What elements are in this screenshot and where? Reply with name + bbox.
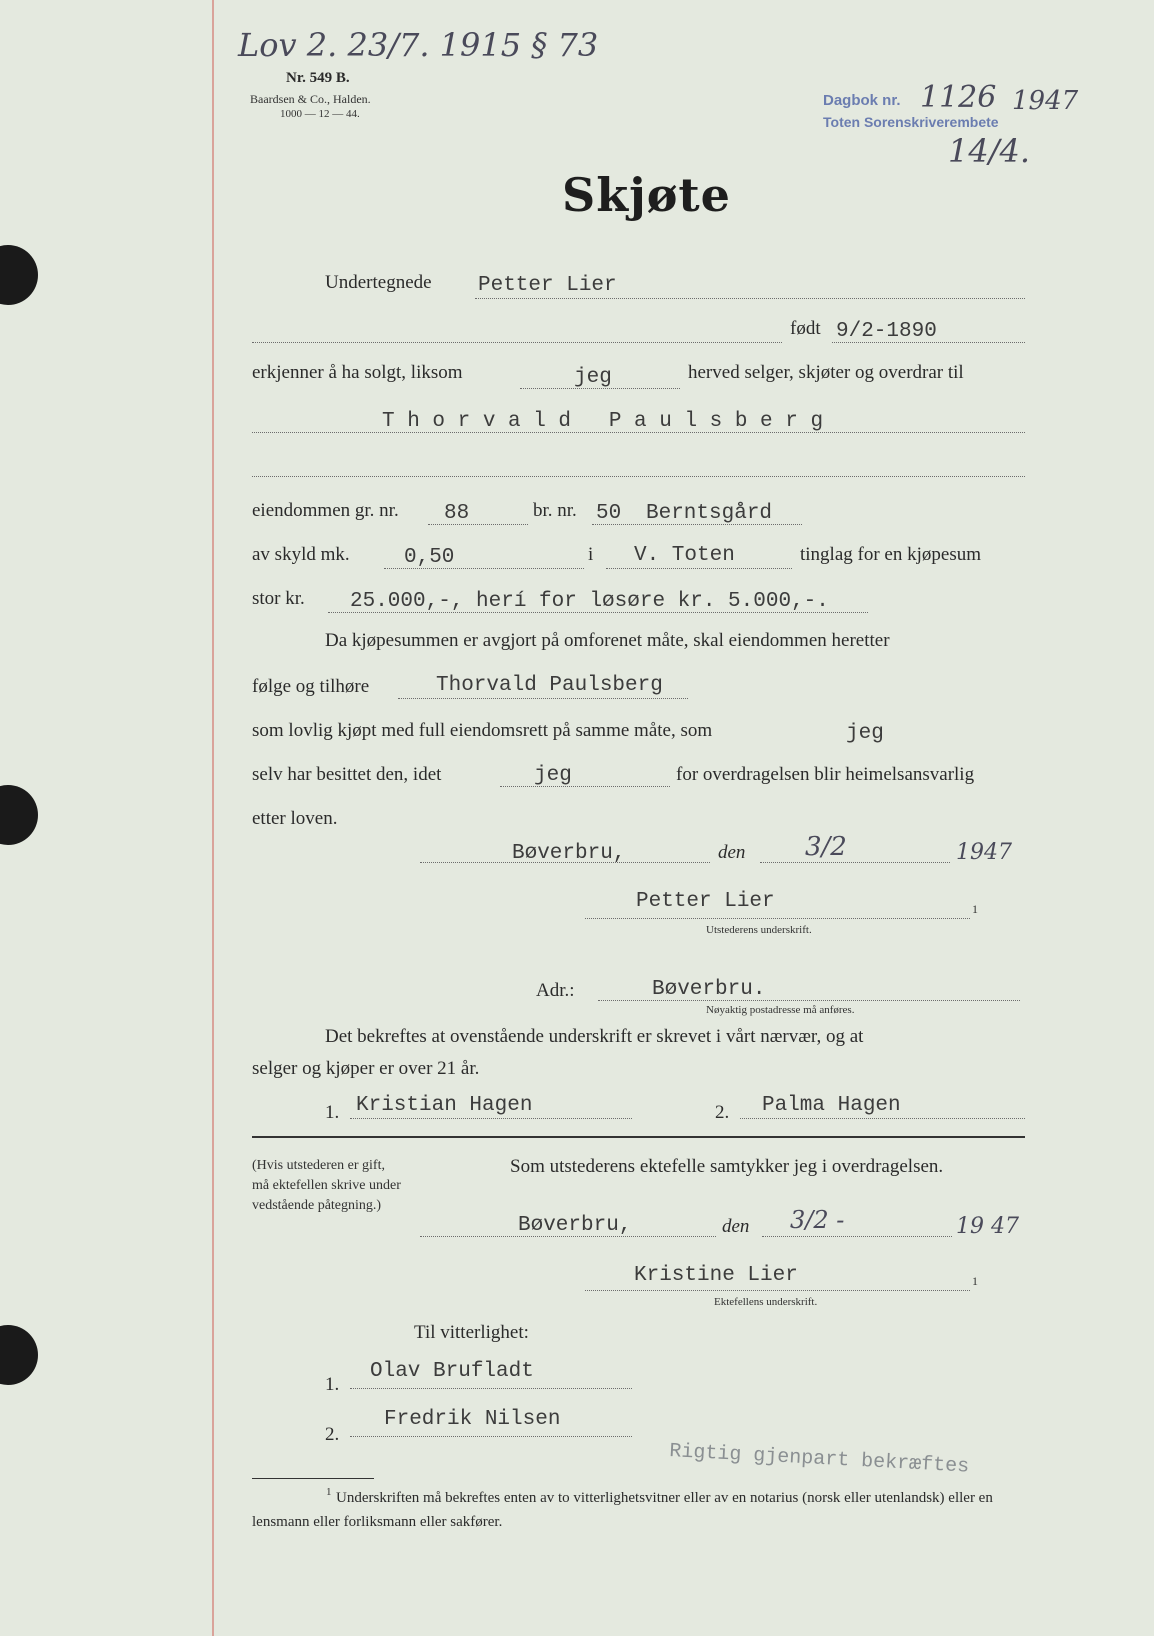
spouse-note-line-3: vedstående påtegning.) bbox=[252, 1198, 382, 1213]
br-nr-label: br. nr. bbox=[533, 500, 577, 521]
spouse-year: 19 47 bbox=[956, 1214, 1019, 1239]
spouse-note-line-2: må ektefellen skrive under bbox=[252, 1178, 401, 1193]
etter-loven: etter loven. bbox=[252, 808, 338, 829]
fodt-label: født bbox=[790, 318, 821, 339]
printer-name: Baardsen & Co., Halden. bbox=[250, 92, 371, 106]
herved-label: herved selger, skjøter og overdrar til bbox=[688, 362, 964, 383]
signing-year: 1947 bbox=[956, 840, 1012, 865]
journal-number: 1126 bbox=[920, 80, 997, 115]
spouse-place: Bøverbru, bbox=[518, 1214, 632, 1237]
for-overdragelsen-label: for overdragelsen blir heimelsansvarlig bbox=[676, 764, 975, 785]
den-label: den bbox=[718, 842, 746, 863]
tinglag-label: tinglag for en kjøpesum bbox=[800, 544, 981, 565]
witness-1-name: Kristian Hagen bbox=[356, 1094, 533, 1117]
witness-2-number: 2. bbox=[715, 1102, 730, 1123]
spouse-footnote-ref: 1 bbox=[972, 1274, 978, 1288]
journal-date: 14/4. bbox=[948, 132, 1031, 170]
witness-1-number: 1. bbox=[325, 1102, 340, 1123]
certified-copy-stamp: Rigtig gjenpart bekræftes bbox=[668, 1440, 970, 1479]
spouse-consent: Som utstederens ektefelle samtykker jeg i overdragelsen. bbox=[510, 1156, 944, 1177]
selv-label: selv har besittet den, idet bbox=[252, 764, 442, 785]
witnesses-label: Til vitterlighet: bbox=[414, 1322, 529, 1343]
folge-label: følge og tilhøre bbox=[252, 676, 370, 697]
seller-name: Petter Lier bbox=[478, 274, 617, 297]
folge-value: Thorvald Paulsberg bbox=[436, 674, 663, 697]
form-number: Nr. 549 B. bbox=[286, 70, 350, 86]
i-label: i bbox=[588, 544, 594, 565]
birth-date: 9/2-1890 bbox=[836, 320, 937, 343]
spouse-caption: Ektefellens underskrift. bbox=[714, 1296, 818, 1308]
print-run: 1000 — 12 — 44. bbox=[280, 108, 360, 120]
idet-value: jeg bbox=[534, 764, 572, 787]
stor-label: stor kr. bbox=[252, 588, 305, 609]
margin-line bbox=[212, 0, 214, 1636]
signing-date: 3/2 bbox=[805, 832, 847, 862]
confirmation-line-2: selger og kjøper er over 21 år. bbox=[252, 1058, 480, 1079]
eiendommen-label: eiendommen gr. nr. bbox=[252, 500, 399, 521]
punch-hole bbox=[0, 785, 38, 845]
adr-value: Bøverbru. bbox=[652, 978, 766, 1001]
footnote-ref: 1 bbox=[972, 902, 978, 916]
witness-b-number: 2. bbox=[325, 1424, 340, 1445]
journal-stamp-label: Dagbok nr. bbox=[823, 92, 901, 109]
som-value: jeg bbox=[846, 722, 884, 745]
witness-a-name: Olav Brufladt bbox=[370, 1360, 534, 1383]
signature-caption: Utstederens underskrift. bbox=[706, 924, 812, 936]
footnote-text: Underskriften må bekreftes enten av to vitterlighetsvitner eller av en notarius (norsk eller utenlandsk) eller en lensmann eller forliksmann eller sakfører. bbox=[252, 1490, 993, 1530]
tinglag-value: V. Toten bbox=[634, 544, 735, 567]
journal-year: 1947 bbox=[1012, 86, 1079, 116]
witness-b-name: Fredrik Nilsen bbox=[384, 1408, 561, 1431]
spouse-signature: Kristine Lier bbox=[634, 1264, 798, 1287]
skyld-value: 0,50 bbox=[404, 546, 455, 569]
undertegnede-label: Undertegnede bbox=[325, 272, 432, 293]
som-lovlig-label: som lovlig kjøpt med full eiendomsrett på samme måte, som bbox=[252, 720, 713, 741]
journal-office: Toten Sorenskriverembete bbox=[823, 114, 999, 130]
handwritten-law-reference: Lov 2. 23/7. 1915 § 73 bbox=[238, 26, 599, 64]
seller-signature: Petter Lier bbox=[636, 890, 775, 913]
adr-label: Adr.: bbox=[536, 980, 575, 1001]
punch-hole bbox=[0, 1325, 38, 1385]
punch-hole bbox=[0, 245, 38, 305]
farm-name: Berntsgård bbox=[646, 502, 773, 525]
paragraph-1: Da kjøpesummen er avgjort på omforenet måte, skal eiendommen heretter bbox=[325, 630, 890, 651]
buyer-name: T h o r v a l d P a u l s b e r g bbox=[382, 410, 824, 433]
document-title: Skjøte bbox=[562, 168, 731, 222]
witness-a-number: 1. bbox=[325, 1374, 340, 1395]
footnote-marker: 1 bbox=[326, 1486, 332, 1498]
spouse-den-label: den bbox=[722, 1216, 750, 1237]
br-nr: 50 bbox=[596, 502, 622, 525]
price-value: 25.000,-, herí for løsøre kr. 5.000,-. bbox=[350, 590, 829, 613]
gr-nr: 88 bbox=[444, 502, 470, 525]
erkjenner-label: erkjenner å ha solgt, liksom bbox=[252, 362, 463, 383]
liksom-value: jeg bbox=[574, 366, 612, 389]
witness-2-name: Palma Hagen bbox=[762, 1094, 901, 1117]
signing-place: Bøverbru, bbox=[512, 842, 626, 865]
spouse-date: 3/2 - bbox=[790, 1206, 845, 1234]
adr-caption: Nøyaktig postadresse må anføres. bbox=[706, 1004, 855, 1016]
spouse-note-line-1: (Hvis utstederen er gift, bbox=[252, 1158, 385, 1173]
confirmation-line-1: Det bekreftes at ovenstående underskrift er skrevet i vårt nærvær, og at bbox=[325, 1026, 864, 1047]
skyld-label: av skyld mk. bbox=[252, 544, 350, 565]
